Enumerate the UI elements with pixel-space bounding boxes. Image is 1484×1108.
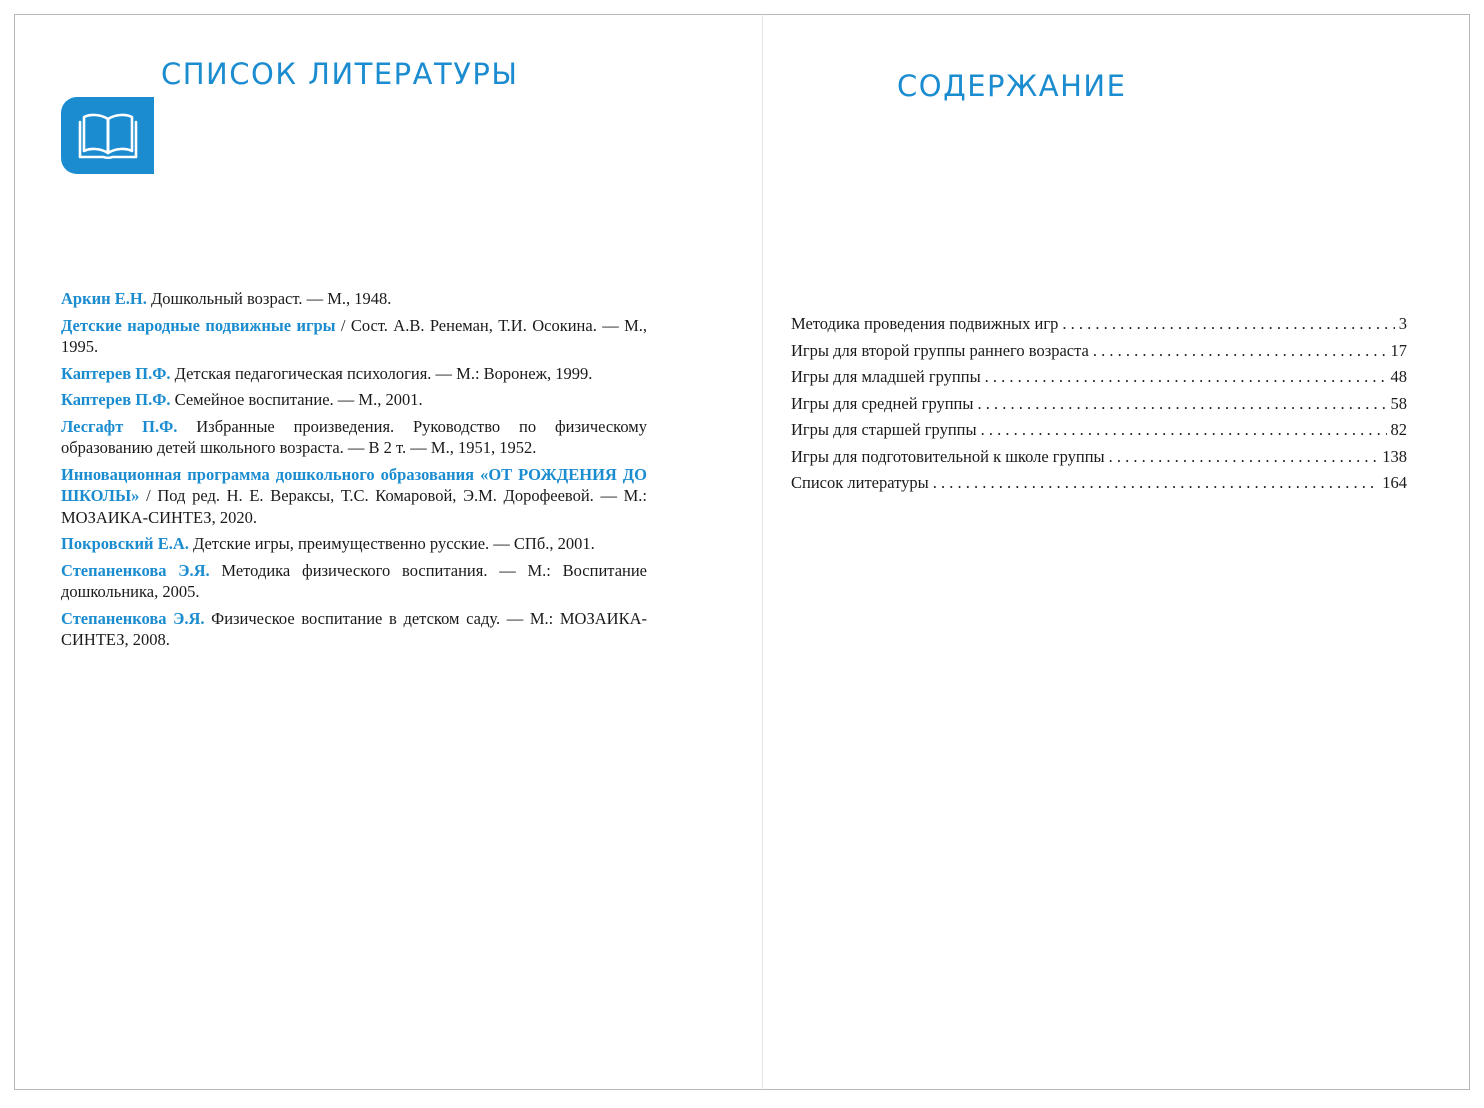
dot-leader [1109, 447, 1379, 467]
toc-item-title: Игры для младшей группы [791, 367, 981, 386]
bibliography-entry [61, 608, 647, 651]
entry-author: Лесгафт П.Ф. [61, 416, 178, 436]
bibliography-entry [61, 416, 647, 459]
toc-item[interactable] [791, 367, 1407, 394]
table-of-contents [791, 314, 1407, 500]
entry-text: / Под ред. Н. Е. Вераксы, Т.С. Комаровой, Э.М. Дорофеевой. — М.: МОЗАИКА-СИНТЕЗ, 2020. [61, 486, 647, 527]
left-page [14, 14, 762, 1090]
bibliography-entry [61, 363, 647, 385]
toc-item[interactable] [791, 394, 1407, 421]
toc-item-title: Игры для средней группы [791, 393, 974, 413]
toc-item-title: Методика проведения подвижных игр [791, 314, 1059, 333]
toc-item[interactable] [791, 447, 1407, 474]
toc-item-page: 82 [1390, 420, 1407, 439]
dot-leader [981, 420, 1387, 440]
toc-item[interactable] [791, 473, 1407, 500]
toc-item-title: Игры для подготовительной к школе группы [791, 446, 1105, 466]
toc-item-title: Игры для второй группы раннего возраста [791, 340, 1089, 360]
toc-item-page: 58 [1390, 393, 1407, 413]
book-badge [61, 97, 154, 174]
toc-item-page: 138 [1382, 446, 1407, 466]
bibliography-entry [61, 560, 647, 603]
toc-item-page: 3 [1398, 314, 1407, 333]
entry-author: Покровский Е.А. [61, 534, 189, 553]
toc-item-title: Игры для старшей группы [791, 420, 977, 439]
entry-text: Семейное воспитание. — М., 2001. [170, 390, 423, 409]
bibliography-entry [61, 389, 647, 411]
entry-text: / Сост. А.В. Ренеман, Т.И. Осокина. — М., 1995. [61, 315, 647, 356]
toc-item[interactable] [791, 420, 1407, 447]
entry-text: Детская педагогическая психология. — М.: Воронеж, 1999. [170, 363, 593, 383]
entry-author: Степаненкова Э.Я. [61, 608, 205, 628]
entry-author: Степаненкова Э.Я. [61, 560, 210, 580]
toc-item-page: 164 [1382, 473, 1407, 492]
entry-text: Избранные произведения. Руководство по физическому образованию детей школьного возраста. — В 2 т. — М., 1951, 1952. [61, 416, 647, 457]
bibliography-list [61, 288, 647, 656]
toc-item-page: 48 [1390, 367, 1407, 386]
entry-author: Аркин Е.Н. [61, 289, 147, 308]
entry-author: Детские народные подвижные игры [61, 315, 336, 335]
contents-heading: СОДЕРЖАНИЕ [897, 69, 1127, 103]
bibliography-entry [61, 464, 647, 529]
dot-leader [1093, 341, 1387, 361]
entry-author: Каптерев П.Ф. [61, 363, 171, 383]
entry-text: Детские игры, преимущественно русские. — СПб., 2001. [188, 534, 595, 553]
dot-leader [977, 394, 1386, 414]
dot-leader [985, 367, 1387, 387]
entry-text: Дошкольный возраст. — М., 1948. [146, 289, 392, 308]
dot-leader [933, 473, 1379, 493]
entry-text: Физическое воспитание в детском саду. — М.: МОЗАИКА-СИНТЕЗ, 2008. [61, 608, 647, 649]
entry-text: Методика физического воспитания. — М.: Воспитание дошкольника, 2005. [61, 560, 647, 601]
bibliography-entry [61, 315, 647, 358]
toc-item-page: 17 [1390, 340, 1407, 360]
open-book-icon [78, 111, 138, 161]
toc-item[interactable] [791, 341, 1407, 368]
dot-leader [1062, 314, 1394, 334]
toc-item[interactable] [791, 314, 1407, 341]
entry-author: Каптерев П.Ф. [61, 390, 171, 409]
bibliography-entry [61, 288, 647, 310]
toc-item-title: Список литературы [791, 473, 929, 492]
bibliography-entry [61, 533, 647, 555]
entry-author: Инновационная программа дошкольного образования «ОТ РОЖДЕНИЯ ДО ШКОЛЫ» [61, 464, 647, 505]
bibliography-heading: СПИСОК ЛИТЕРАТУРЫ [161, 57, 519, 91]
right-page [762, 14, 1470, 1090]
